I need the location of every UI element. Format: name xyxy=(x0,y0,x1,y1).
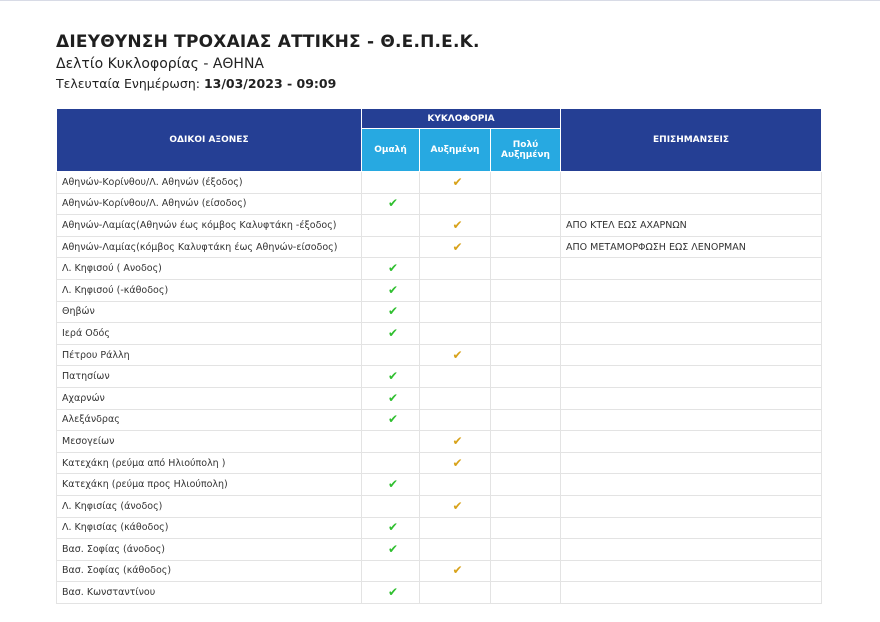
note-cell xyxy=(561,539,822,561)
status-increased-cell xyxy=(420,560,491,582)
note-cell xyxy=(561,279,822,301)
road-name: Λ. Κηφισού ( Ανοδος) xyxy=(57,258,362,280)
table-row xyxy=(57,560,822,582)
status-very-increased-cell xyxy=(491,474,561,496)
road-name: Λ. Κηφισίας (κάθοδος) xyxy=(57,517,362,539)
check-mark-icon: ✔ xyxy=(452,239,463,254)
note-cell: ΑΠΟ ΜΕΤΑΜΟΡΦΩΣΗ ΕΩΣ ΛΕΝΟΡΜΑΝ xyxy=(561,236,822,258)
table-row xyxy=(57,387,822,409)
note-cell xyxy=(561,560,822,582)
status-smooth-cell xyxy=(362,323,420,345)
road-name: Αθηνών-Κορίνθου/Λ. Αθηνών (είσοδος) xyxy=(57,193,362,215)
status-increased-cell xyxy=(420,323,491,345)
note-cell xyxy=(561,517,822,539)
status-increased-cell xyxy=(420,474,491,496)
table-row xyxy=(57,301,822,323)
note-cell xyxy=(561,344,822,366)
table-row xyxy=(57,323,822,345)
status-very-increased-cell xyxy=(491,560,561,582)
check-mark-icon: ✔ xyxy=(452,455,463,470)
status-increased-cell xyxy=(420,452,491,474)
status-very-increased-cell xyxy=(491,344,561,366)
status-increased-cell xyxy=(420,409,491,431)
status-very-increased-cell xyxy=(491,258,561,280)
traffic-table xyxy=(56,108,822,604)
status-very-increased-cell xyxy=(491,366,561,388)
status-increased-cell xyxy=(420,215,491,237)
status-increased-cell xyxy=(420,387,491,409)
status-very-increased-cell xyxy=(491,193,561,215)
table-row xyxy=(57,431,822,453)
check-mark-icon: ✔ xyxy=(387,412,399,427)
note-cell: ΑΠΟ ΚΤΕΛ ΕΩΣ ΑΧΑΡΝΩΝ xyxy=(561,215,822,237)
status-smooth-cell xyxy=(362,517,420,539)
status-smooth-cell xyxy=(362,172,420,194)
last-updated-label: Τελευταία Ενημέρωση: xyxy=(56,76,204,91)
status-smooth-cell xyxy=(362,215,420,237)
status-very-increased-cell xyxy=(491,539,561,561)
road-name: Αθηνών-Λαμίας(κόμβος Καλυφτάκη έως Αθηνών-είσοδος) xyxy=(57,236,362,258)
road-name: Πατησίων xyxy=(57,366,362,388)
status-increased-cell xyxy=(420,582,491,604)
page-header xyxy=(56,31,480,93)
road-name: Λ. Κηφισού (-κάθοδος) xyxy=(57,279,362,301)
check-mark-icon: ✔ xyxy=(452,174,463,189)
status-very-increased-cell xyxy=(491,452,561,474)
check-mark-icon: ✔ xyxy=(387,369,399,384)
check-mark-icon: ✔ xyxy=(387,261,399,276)
status-smooth-cell xyxy=(362,431,420,453)
table-row xyxy=(57,344,822,366)
check-mark-icon: ✔ xyxy=(452,433,463,448)
note-cell xyxy=(561,582,822,604)
status-smooth-cell xyxy=(362,474,420,496)
table-row xyxy=(57,582,822,604)
note-cell xyxy=(561,258,822,280)
status-very-increased-cell xyxy=(491,215,561,237)
check-mark-icon: ✔ xyxy=(452,347,463,362)
check-mark-icon: ✔ xyxy=(452,498,463,513)
table-row xyxy=(57,193,822,215)
status-smooth-cell xyxy=(362,301,420,323)
table-row xyxy=(57,517,822,539)
last-updated-value: 13/03/2023 - 09:09 xyxy=(203,76,337,91)
status-increased-cell xyxy=(420,301,491,323)
status-very-increased-cell xyxy=(491,236,561,258)
status-very-increased-cell xyxy=(491,172,561,194)
note-cell xyxy=(561,409,822,431)
status-smooth-cell xyxy=(362,495,420,517)
header-traffic: ΚΥΚΛΟΦΟΡΙΑ xyxy=(362,109,561,129)
status-very-increased-cell xyxy=(491,301,561,323)
table-row xyxy=(57,452,822,474)
check-mark-icon: ✔ xyxy=(387,390,399,405)
road-name: Αχαρνών xyxy=(57,387,362,409)
road-name: Ιερά Οδός xyxy=(57,323,362,345)
status-increased-cell xyxy=(420,279,491,301)
check-mark-icon: ✔ xyxy=(387,585,399,600)
status-very-increased-cell xyxy=(491,279,561,301)
status-smooth-cell xyxy=(362,387,420,409)
status-smooth-cell xyxy=(362,560,420,582)
status-smooth-cell xyxy=(362,279,420,301)
header-smooth: Ομαλή xyxy=(362,129,420,172)
note-cell xyxy=(561,366,822,388)
note-cell xyxy=(561,431,822,453)
road-name: Πέτρου Ράλλη xyxy=(57,344,362,366)
traffic-rows xyxy=(57,172,822,604)
status-smooth-cell xyxy=(362,366,420,388)
status-increased-cell xyxy=(420,517,491,539)
check-mark-icon: ✔ xyxy=(387,520,399,535)
status-very-increased-cell xyxy=(491,582,561,604)
note-cell xyxy=(561,301,822,323)
status-increased-cell xyxy=(420,344,491,366)
check-mark-icon: ✔ xyxy=(387,304,399,319)
check-mark-icon: ✔ xyxy=(387,541,399,556)
table-row xyxy=(57,495,822,517)
status-increased-cell xyxy=(420,172,491,194)
page-title: ΔΙΕΥΘΥΝΣΗ ΤΡΟΧΑΙΑΣ ΑΤΤΙΚΗΣ - Θ.Ε.Π.Ε.Κ. xyxy=(56,32,480,52)
status-very-increased-cell xyxy=(491,387,561,409)
table-row xyxy=(57,279,822,301)
road-name: Αθηνών-Λαμίας(Αθηνών έως κόμβος Καλυφτάκη -έξοδος) xyxy=(57,215,362,237)
road-name: Λ. Κηφισίας (άνοδος) xyxy=(57,495,362,517)
status-increased-cell xyxy=(420,431,491,453)
header-notes: ΕΠΙΣΗΜΑΝΣΕΙΣ xyxy=(561,109,822,172)
table-row xyxy=(57,366,822,388)
status-increased-cell xyxy=(420,539,491,561)
check-mark-icon: ✔ xyxy=(452,217,463,232)
status-increased-cell xyxy=(420,236,491,258)
last-updated xyxy=(56,75,480,93)
status-smooth-cell xyxy=(362,193,420,215)
road-name: Κατεχάκη (ρεύμα προς Ηλιούπολη) xyxy=(57,474,362,496)
note-cell xyxy=(561,193,822,215)
status-smooth-cell xyxy=(362,258,420,280)
status-increased-cell xyxy=(420,193,491,215)
table-row xyxy=(57,474,822,496)
status-very-increased-cell xyxy=(491,323,561,345)
table-row xyxy=(57,539,822,561)
check-mark-icon: ✔ xyxy=(387,477,399,492)
check-mark-icon: ✔ xyxy=(387,325,399,340)
status-smooth-cell xyxy=(362,344,420,366)
status-increased-cell xyxy=(420,258,491,280)
header-road-axes: ΟΔΙΚΟΙ ΑΞΟΝΕΣ xyxy=(57,109,362,172)
road-name: Βασ. Σοφίας (άνοδος) xyxy=(57,539,362,561)
status-smooth-cell xyxy=(362,236,420,258)
road-name: Θηβών xyxy=(57,301,362,323)
status-very-increased-cell xyxy=(491,517,561,539)
top-border xyxy=(0,0,880,1)
check-mark-icon: ✔ xyxy=(387,196,399,211)
table-row xyxy=(57,409,822,431)
note-cell xyxy=(561,323,822,345)
status-smooth-cell xyxy=(362,539,420,561)
status-smooth-cell xyxy=(362,452,420,474)
page-subtitle: Δελτίο Κυκλοφορίας - ΑΘΗΝΑ xyxy=(56,56,264,72)
table-row xyxy=(57,215,822,237)
header-very-increased: Πολύ Αυξημένη xyxy=(491,129,561,172)
note-cell xyxy=(561,452,822,474)
note-cell xyxy=(561,495,822,517)
status-very-increased-cell xyxy=(491,409,561,431)
note-cell xyxy=(561,387,822,409)
status-increased-cell xyxy=(420,366,491,388)
table-row xyxy=(57,258,822,280)
table-row xyxy=(57,172,822,194)
check-mark-icon: ✔ xyxy=(452,563,463,578)
check-mark-icon: ✔ xyxy=(387,282,399,297)
note-cell xyxy=(561,474,822,496)
road-name: Βασ. Σοφίας (κάθοδος) xyxy=(57,560,362,582)
status-very-increased-cell xyxy=(491,495,561,517)
status-very-increased-cell xyxy=(491,431,561,453)
status-smooth-cell xyxy=(362,409,420,431)
road-name: Κατεχάκη (ρεύμα από Ηλιούπολη ) xyxy=(57,452,362,474)
road-name: Αθηνών-Κορίνθου/Λ. Αθηνών (έξοδος) xyxy=(57,172,362,194)
note-cell xyxy=(561,172,822,194)
road-name: Βασ. Κωνσταντίνου xyxy=(57,582,362,604)
road-name: Μεσογείων xyxy=(57,431,362,453)
table-row xyxy=(57,236,822,258)
status-increased-cell xyxy=(420,495,491,517)
road-name: Αλεξάνδρας xyxy=(57,409,362,431)
header-increased: Αυξημένη xyxy=(420,129,491,172)
status-smooth-cell xyxy=(362,582,420,604)
